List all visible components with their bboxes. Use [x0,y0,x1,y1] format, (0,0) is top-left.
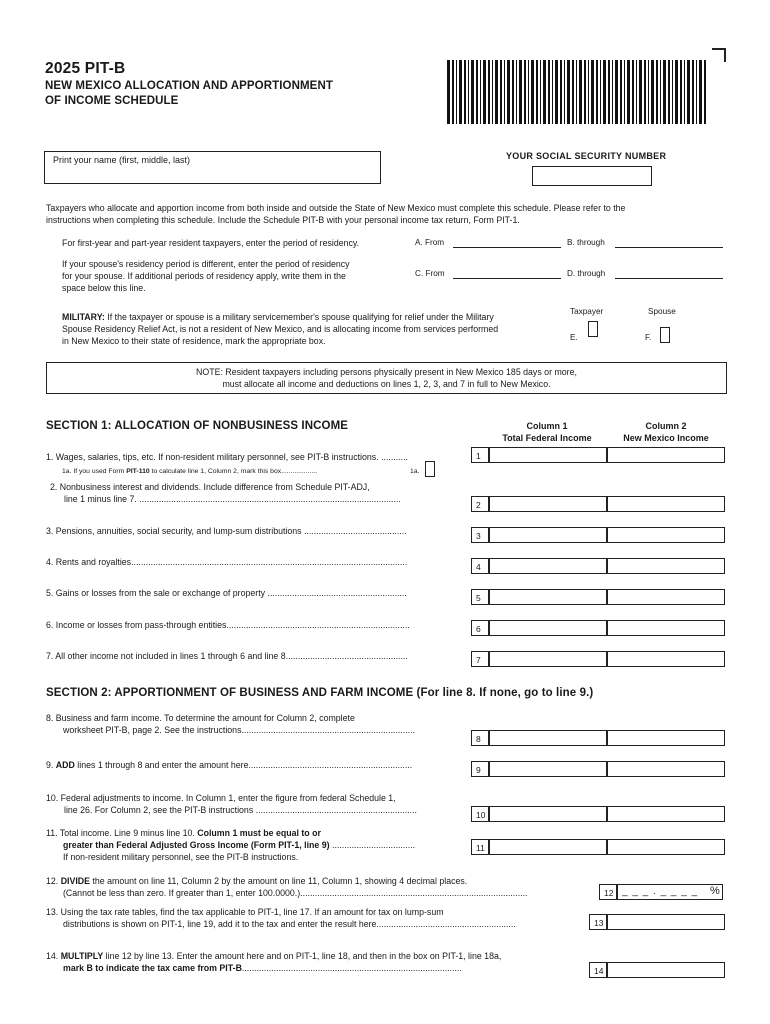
barcode-bar [464,60,466,124]
line8-column1-input[interactable] [489,730,607,746]
line10-label: 10. Federal adjustments to income. In Column 1, enter the figure from federal Schedule 1, line 26. For Column 2, see the PIT-B instructions .................................................................. [46,793,417,815]
barcode-bar [684,60,685,124]
line5-column2-input[interactable] [607,589,725,605]
barcode-bar [644,60,646,124]
line6-column1-input[interactable] [489,620,607,636]
line-number: 2 [471,496,489,512]
line-number: 8 [471,730,489,746]
line9-column2-input[interactable] [607,761,725,777]
residency-a-label: A. From [415,238,445,247]
line-number: 1 [471,447,489,463]
form-title: 2025 PIT-B [45,60,126,77]
barcode-bar [603,60,606,124]
residency-d-label: D. through [567,269,606,278]
barcode-bar [636,60,637,124]
line5-label: 5. Gains or losses from the sale or exchange of property ......................................................... [46,588,407,598]
barcode-bar [624,60,625,124]
line11-column2-input[interactable] [607,839,725,855]
line3-column1-input[interactable] [489,527,607,543]
barcode-bar [536,60,538,124]
line-number: 9 [471,761,489,777]
barcode-bar [572,60,574,124]
barcode-bar [507,60,510,124]
line13-input[interactable] [607,914,725,930]
taxpayer-label: Taxpayer [570,307,604,316]
barcode-bar [687,60,690,124]
barcode-image [447,60,707,124]
barcode-bar [627,60,630,124]
line14-input[interactable] [607,962,725,978]
barcode-bar [675,60,678,124]
line4-label: 4. Rents and royalties................................................................................................................. [46,557,408,567]
barcode-bar [468,60,469,124]
residency-c-label: C. From [415,269,445,278]
line-number: 4 [471,558,489,574]
taxpayer-military-checkbox[interactable] [588,321,598,337]
barcode-bar [512,60,514,124]
line12-percent-input[interactable] [617,884,723,900]
barcode-bar [588,60,589,124]
barcode-bar [560,60,562,124]
name-field[interactable] [44,151,381,184]
line-number: 12 [599,884,617,900]
line4-column2-input[interactable] [607,558,725,574]
percent-sign: % [710,885,721,897]
barcode-bar [672,60,673,124]
barcode-bar [531,60,534,124]
barcode-bar [492,60,493,124]
spouse-label: Spouse [648,307,676,316]
spouse-residency-text: If your spouse's residency period is different, enter the period of residency for your spouse. If additional periods of residency apply, write them in the space below this line. [62,259,350,293]
barcode-bar [584,60,586,124]
barcode-bar [699,60,702,124]
line8-label: 8. Business and farm income. To determine the amount for Column 2, complete worksheet PIT-B, page 2. See the instructions....................................................................... [46,713,416,735]
section2-title: SECTION 2: APPORTIONMENT OF BUSINESS AND FARM INCOME (For line 8. If none, go to line 9.) [46,687,594,699]
barcode-bar [632,60,634,124]
barcode-bar [524,60,526,124]
barcode-bar [516,60,517,124]
line2-column2-input[interactable] [607,496,725,512]
line7-column1-input[interactable] [489,651,607,667]
line-number: 11 [471,839,489,855]
line-number: 10 [471,806,489,822]
ssn-label: YOUR SOCIAL SECURITY NUMBER [506,151,667,161]
residency-b-label: B. through [567,238,605,247]
barcode-bar [504,60,505,124]
line5-column1-input[interactable] [489,589,607,605]
barcode-bar [548,60,550,124]
barcode-bar [543,60,546,124]
line7-column2-input[interactable] [607,651,725,667]
barcode-bar [483,60,486,124]
f-label: F. [645,333,652,342]
residency-d-input[interactable] [615,278,723,279]
line9-label: 9. ADD lines 1 through 8 and enter the amount here................................................................... [46,760,413,770]
barcode-bar [488,60,490,124]
line-number: 13 [589,914,607,930]
registration-mark [712,48,726,62]
barcode-bar [552,60,553,124]
line1a-number: 1a. [410,468,420,475]
barcode-bar [651,60,654,124]
line4-column1-input[interactable] [489,558,607,574]
barcode-bar [495,60,498,124]
ssn-input[interactable] [532,166,652,186]
form-subtitle: NEW MEXICO ALLOCATION AND APPORTIONMENT OF INCOME SCHEDULE [45,80,333,107]
barcode-bar [600,60,601,124]
residency-a-input[interactable] [453,247,561,248]
barcode-bar [656,60,658,124]
column2-header: Column 2 New Mexico Income [623,421,709,443]
barcode-bar [528,60,529,124]
barcode-bar [612,60,613,124]
line-number: 14 [589,962,607,978]
column1-header: Column 1 Total Federal Income [502,421,592,443]
barcode-bar [555,60,558,124]
line6-label: 6. Income or losses from pass-through entities........................................................................... [46,620,410,630]
barcode-bar [447,60,450,124]
line2-column1-input[interactable] [489,496,607,512]
barcode-bar [579,60,582,124]
line-number: 5 [471,589,489,605]
barcode-bar [500,60,502,124]
barcode-bar [540,60,541,124]
barcode-bar [608,60,610,124]
line-number: 6 [471,620,489,636]
line13-label: 13. Using the tax rate tables, find the tax applicable to PIT-1, line 17. If an amount for tax on lump-sum distributions is shown on PIT-1, line 19, add it to the tax and enter the result here......................................................... [46,907,516,929]
line14-label: 14. MULTIPLY line 12 by line 13. Enter the amount here and on PIT-1, line 18, and then in the box on PIT-1, line 18a, mark B to indicate the tax came from PIT-B.......................................................................................... [46,951,502,973]
barcode-bar [567,60,570,124]
line9-column1-input[interactable] [489,761,607,777]
name-field-label: Print your name (first, middle, last) [53,155,191,165]
barcode-bar [591,60,594,124]
barcode-bar [620,60,622,124]
barcode-bar [615,60,618,124]
line2-label: 2. Nonbusiness interest and dividends. Include difference from Schedule PIT-ADJ, line 1 minus line 7. ........................................................................................................... [50,482,401,504]
residency-text: For first-year and part-year resident taxpayers, enter the period of residency. [62,238,360,248]
barcode-bar [459,60,462,124]
line12-label: 12. DIVIDE the amount on line 11, Column 2 by the amount on line 11, Column 1, showing 4 decimal places. (Cannot be less than zero. If greater than 1, enter 100.0000.)............................................................................................. [46,876,528,898]
line1-column1-input[interactable] [489,447,607,463]
barcode-bar [663,60,666,124]
spouse-military-checkbox[interactable] [660,327,670,343]
barcode-bar [456,60,457,124]
barcode-bar [648,60,649,124]
line-number: 7 [471,651,489,667]
pit110-checkbox[interactable] [425,461,435,477]
resident-note: NOTE: Resident taxpayers including persons physically present in New Mexico 185 days or more, must allocate all income and deductions on lines 1, 2, 3, and 7 in full to New Mexico. [46,362,727,394]
barcode-bar [476,60,478,124]
line3-label: 3. Pensions, annuities, social security, and lump-sum distributions .......................................... [46,526,407,536]
line1a-label: 1a. If you used Form PIT-110 to calculate line 1, Column 2, mark this box................... [62,468,318,475]
barcode-bar [452,60,454,124]
line7-label: 7. All other income not included in lines 1 through 6 and line 8.................................................. [46,651,408,661]
line-number: 3 [471,527,489,543]
barcode-bar [519,60,522,124]
barcode-bar [471,60,474,124]
barcode-bar [596,60,598,124]
e-label: E. [570,333,578,342]
barcode-bar [696,60,697,124]
military-text: MILITARY: If the taxpayer or spouse is a military servicemember's spouse qualifying for relief under the Military Spouse Residency Relief Act, is not a resident of New Mexico, and is allocating income from services performed in New Mexico to their state of residence, mark the appropriate box. [62,312,499,346]
barcode-bar [668,60,670,124]
residency-b-input[interactable] [615,247,723,248]
line11-column1-input[interactable] [489,839,607,855]
line1-column2-input[interactable] [607,447,725,463]
barcode-bar [564,60,565,124]
barcode-bar [680,60,682,124]
line12-percent-mask: _ _ _ . _ _ _ _ [622,886,699,897]
line10-column2-input[interactable] [607,806,725,822]
line11-label: 11. Total income. Line 9 minus line 10. Column 1 must be equal to or greater than Federal Adjusted Gross Income (Form PIT-1, line 9) .................................. If non-resident military personnel, see the PIT-B instructions. [46,828,416,862]
barcode-bar [660,60,661,124]
barcode-bar [576,60,577,124]
line6-column2-input[interactable] [607,620,725,636]
section1-title: SECTION 1: ALLOCATION OF NONBUSINESS INCOME [46,420,349,432]
line1-label: 1. Wages, salaries, tips, etc. If non-resident military personnel, see PIT-B instructions. ........... [46,452,408,462]
barcode-bar [704,60,706,124]
intro-text: Taxpayers who allocate and apportion income from both inside and outside the State of New Mexico must complete this schedule. Please refer to the instructions when completing this schedule. Include the Schedule PIT-B with your personal income tax return, Form PIT-1. [46,203,626,225]
line3-column2-input[interactable] [607,527,725,543]
barcode-bar [692,60,694,124]
barcode-bar [480,60,481,124]
line8-column2-input[interactable] [607,730,725,746]
barcode-bar [639,60,642,124]
line10-column1-input[interactable] [489,806,607,822]
residency-c-input[interactable] [453,278,561,279]
